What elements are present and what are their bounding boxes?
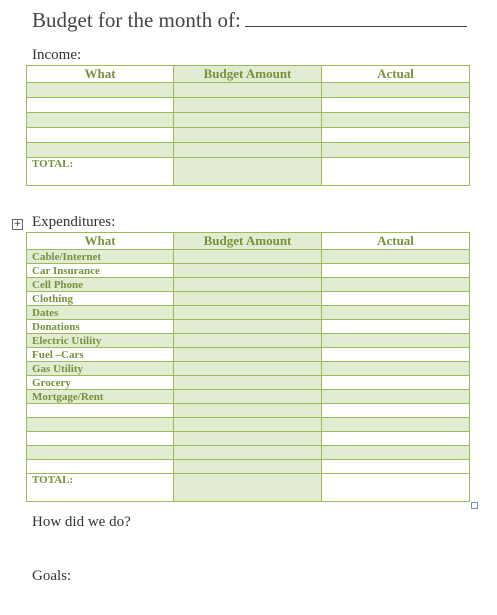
table-row	[27, 348, 470, 362]
table-row	[27, 404, 470, 418]
exp-actual-cell[interactable]	[322, 376, 470, 390]
exp-what-cell[interactable]: Grocery	[27, 376, 174, 390]
income-actual-cell[interactable]	[322, 143, 470, 158]
exp-budget-cell[interactable]	[174, 278, 322, 292]
income-total-row	[27, 158, 470, 186]
table-row	[27, 292, 470, 306]
expenditures-table	[26, 232, 470, 502]
exp-budget-cell[interactable]	[174, 348, 322, 362]
exp-actual-cell[interactable]	[322, 460, 470, 474]
income-label: Income:	[32, 47, 82, 63]
table-row	[27, 128, 470, 143]
exp-budget-cell[interactable]	[174, 362, 322, 376]
table-row	[27, 113, 470, 128]
exp-what-cell[interactable]: Gas Utility	[27, 362, 174, 376]
table-resize-handle[interactable]	[471, 502, 478, 509]
exp-actual-cell[interactable]	[322, 306, 470, 320]
table-row	[27, 418, 470, 432]
table-move-handle-icon[interactable]: +	[13, 219, 22, 229]
table-row	[27, 376, 470, 390]
table-row	[27, 334, 470, 348]
income-what-cell[interactable]	[27, 83, 174, 98]
exp-what-cell[interactable]	[27, 418, 174, 432]
income-actual-cell[interactable]	[322, 113, 470, 128]
page-title-text: Budget for the month of:	[32, 8, 241, 32]
exp-actual-cell[interactable]	[322, 446, 470, 460]
income-total-label: TOTAL:	[27, 158, 174, 186]
month-blank-line	[245, 25, 467, 27]
income-what-cell[interactable]	[27, 143, 174, 158]
income-total-budget[interactable]	[174, 158, 322, 186]
table-row	[27, 362, 470, 376]
exp-budget-cell[interactable]	[174, 390, 322, 404]
exp-budget-cell[interactable]	[174, 334, 322, 348]
exp-actual-cell[interactable]	[322, 348, 470, 362]
exp-what-cell[interactable]	[27, 404, 174, 418]
exp-actual-cell[interactable]	[322, 278, 470, 292]
exp-budget-cell[interactable]	[174, 292, 322, 306]
table-row	[27, 250, 470, 264]
exp-budget-cell[interactable]	[174, 264, 322, 278]
exp-what-cell[interactable]: Cell Phone	[27, 278, 174, 292]
income-total-actual[interactable]	[322, 158, 470, 186]
exp-what-cell[interactable]: Cable/Internet	[27, 250, 174, 264]
goals-label: Goals:	[32, 568, 72, 584]
table-row	[27, 460, 470, 474]
exp-budget-cell[interactable]	[174, 418, 322, 432]
exp-budget-cell[interactable]	[174, 306, 322, 320]
exp-what-cell[interactable]: Car Insurance	[27, 264, 174, 278]
expenditures-header-row	[27, 233, 470, 250]
exp-what-cell[interactable]: Electric Utility	[27, 334, 174, 348]
income-budget-cell[interactable]	[174, 113, 322, 128]
exp-header-budget: Budget Amount	[174, 233, 322, 250]
income-what-cell[interactable]	[27, 113, 174, 128]
exp-what-cell[interactable]: Mortgage/Rent	[27, 390, 174, 404]
exp-budget-cell[interactable]	[174, 376, 322, 390]
table-row	[27, 432, 470, 446]
expenditures-label: Expenditures:	[32, 214, 116, 230]
table-row	[27, 264, 470, 278]
table-row	[27, 306, 470, 320]
income-budget-cell[interactable]	[174, 83, 322, 98]
income-table	[26, 65, 470, 186]
exp-total-actual[interactable]	[322, 474, 470, 502]
income-header-row	[27, 66, 470, 83]
exp-what-cell[interactable]	[27, 432, 174, 446]
exp-actual-cell[interactable]	[322, 404, 470, 418]
exp-what-cell[interactable]: Clothing	[27, 292, 174, 306]
exp-total-label: TOTAL:	[27, 474, 174, 502]
table-row	[27, 446, 470, 460]
exp-actual-cell[interactable]	[322, 292, 470, 306]
table-row	[27, 278, 470, 292]
exp-budget-cell[interactable]	[174, 446, 322, 460]
income-what-cell[interactable]	[27, 98, 174, 113]
exp-actual-cell[interactable]	[322, 264, 470, 278]
exp-actual-cell[interactable]	[322, 432, 470, 446]
exp-what-cell[interactable]: Fuel –Cars	[27, 348, 174, 362]
exp-actual-cell[interactable]	[322, 250, 470, 264]
exp-actual-cell[interactable]	[322, 362, 470, 376]
income-header-budget: Budget Amount	[174, 66, 322, 83]
exp-what-cell[interactable]	[27, 460, 174, 474]
table-row	[27, 83, 470, 98]
exp-header-what: What	[27, 233, 174, 250]
income-actual-cell[interactable]	[322, 98, 470, 113]
expenditures-total-row	[27, 474, 470, 502]
exp-header-actual: Actual	[322, 233, 470, 250]
exp-actual-cell[interactable]	[322, 334, 470, 348]
table-row	[27, 390, 470, 404]
exp-what-cell[interactable]: Donations	[27, 320, 174, 334]
income-actual-cell[interactable]	[322, 83, 470, 98]
income-header-what: What	[27, 66, 174, 83]
exp-budget-cell[interactable]	[174, 404, 322, 418]
income-budget-cell[interactable]	[174, 143, 322, 158]
exp-actual-cell[interactable]	[322, 418, 470, 432]
income-budget-cell[interactable]	[174, 98, 322, 113]
exp-actual-cell[interactable]	[322, 320, 470, 334]
income-actual-cell[interactable]	[322, 128, 470, 143]
exp-budget-cell[interactable]	[174, 320, 322, 334]
exp-budget-cell[interactable]	[174, 432, 322, 446]
exp-total-budget[interactable]	[174, 474, 322, 502]
table-row	[27, 143, 470, 158]
exp-what-cell[interactable]	[27, 446, 174, 460]
review-label: How did we do?	[32, 514, 131, 530]
page-title	[32, 8, 467, 33]
exp-budget-cell[interactable]	[174, 250, 322, 264]
exp-what-cell[interactable]: Dates	[27, 306, 174, 320]
income-what-cell[interactable]	[27, 128, 174, 143]
exp-budget-cell[interactable]	[174, 460, 322, 474]
table-row	[27, 320, 470, 334]
income-header-actual: Actual	[322, 66, 470, 83]
table-row	[27, 98, 470, 113]
exp-actual-cell[interactable]	[322, 390, 470, 404]
income-budget-cell[interactable]	[174, 128, 322, 143]
